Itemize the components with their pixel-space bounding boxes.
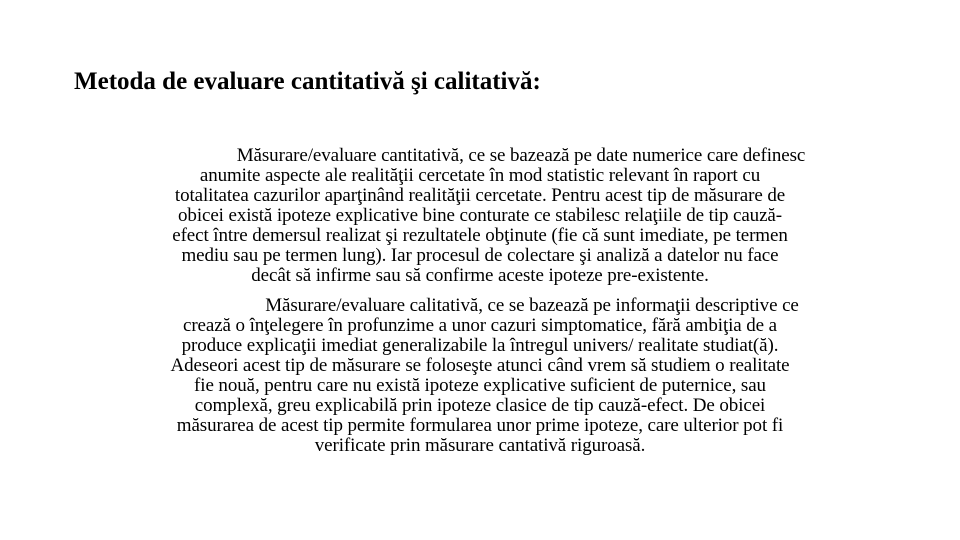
paragraph-line: mediu sau pe termen lung). Iar procesul de colectare şi analiză a datelor nu face <box>181 245 779 266</box>
paragraph-line: măsurarea de acest tip permite formularea unor prime ipoteze, care ulterior pot fi <box>176 415 784 436</box>
paragraph-line: obicei există ipoteze explicative bine conturate ce stabilesc relaţiile de tip cauză- <box>178 205 782 226</box>
paragraph-line: produce explicaţii imediat generalizabile la întregul univers/ realitate studiat(ă). <box>181 335 779 356</box>
slide-title: Metoda de evaluare cantitativă şi calitativă: <box>74 68 541 95</box>
paragraph-line: verificate prin măsurare cantativă riguroasă. <box>314 435 646 456</box>
paragraph-line: complexă, greu explicabilă prin ipoteze clasice de tip cauză-efect. De obicei <box>194 395 766 416</box>
slide-body <box>70 146 890 456</box>
paragraph-qualitative <box>70 296 890 456</box>
paragraph-line: Măsurare/evaluare cantitativă, ce se bazează pe date numerice care definesc <box>236 145 806 166</box>
paragraph-line: crează o înţelegere în profunzime a unor cazuri simptomatice, fără ambiţia de a <box>183 315 777 336</box>
paragraph-line: efect între demersul realizat şi rezultatele obţinute (fie că sunt imediate, pe termen <box>172 225 788 246</box>
paragraph-line: fie nouă, pentru care nu există ipoteze explicative suficient de puternice, sau <box>194 375 766 396</box>
paragraph-line: Adeseori acest tip de măsurare se foloseşte atunci când vrem să studiem o realitate <box>170 355 790 376</box>
paragraph-line: totalitatea cazurilor aparţinând realităţii cercetate. Pentru acest tip de măsurare de <box>174 185 786 206</box>
paragraph-quantitative <box>70 146 890 286</box>
paragraph-line: anumite aspecte ale realităţii cercetate în mod statistic relevant în raport cu <box>199 165 761 186</box>
paragraph-line: decât să infirme sau să confirme aceste ipoteze pre-existente. <box>251 265 709 286</box>
paragraph-line: Măsurare/evaluare calitativă, ce se bazează pe informaţii descriptive ce <box>265 295 799 316</box>
